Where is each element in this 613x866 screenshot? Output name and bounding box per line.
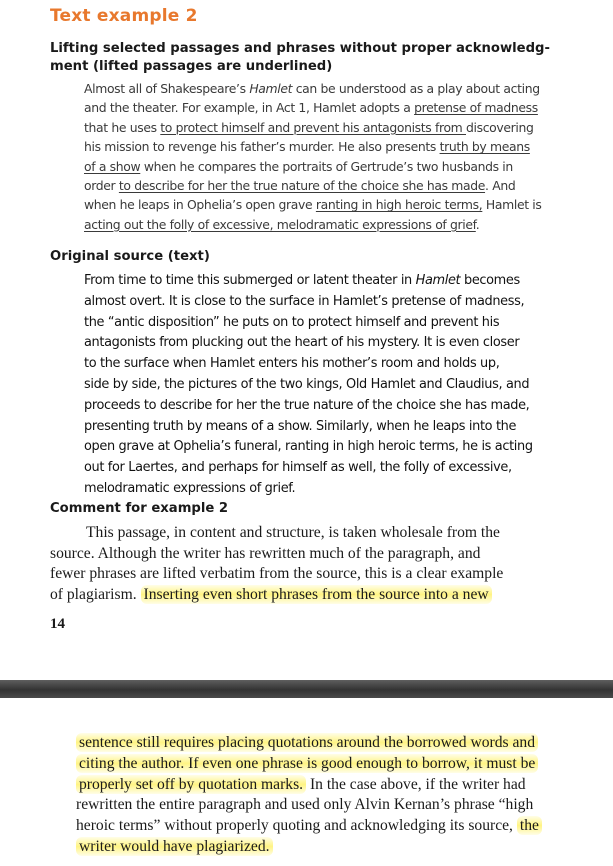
lifted-phrase: pretense of madness (414, 100, 538, 116)
text-line: This passage, in content and structure, is taken wholesale from the (86, 524, 500, 541)
text-line: melodramatic expressions of grief. (84, 480, 296, 496)
text-line: of plagiarism. (50, 585, 141, 603)
text-line: when he leaps in Ophelia’s open grave (84, 197, 316, 213)
original-source-passage (84, 271, 574, 500)
text-line: order (84, 178, 119, 194)
text-line: discovering (466, 119, 534, 135)
text-line: presenting truth by means of a show. Similarly, when he leaps into the (84, 418, 517, 434)
text-line: his mission to revenge his father’s murder. He also presents (84, 139, 440, 155)
text-line: Almost all of Shakespeare’s (84, 81, 250, 96)
lifted-phrase: to protect himself and prevent his antagonists from (160, 119, 466, 135)
text-line: can be understood as a play about acting (292, 81, 540, 96)
lifted-phrase: of a show (84, 158, 141, 174)
page-number: 14 (50, 616, 65, 632)
text-line: fewer phrases are lifted verbatim from the source, this is a clear example (50, 565, 504, 582)
highlighted-text: citing the author. If even one phrase is good enough to borrow, it must be (76, 754, 538, 773)
comment-heading: Comment for example 2 (50, 501, 229, 516)
text-line: . (475, 216, 480, 232)
highlighted-text: the (517, 816, 542, 835)
text-line: Hamlet (415, 273, 461, 288)
continuation-paragraph (76, 733, 606, 858)
lifted-phrase: ranting in high heroic terms, (315, 197, 483, 213)
text-line: Hamlet (249, 81, 293, 96)
example-title: Text example 2 (50, 6, 198, 26)
text-line: side by side, the pictures of the two kings, Old Hamlet and Claudius, and (84, 376, 530, 392)
text-line: From time to time this submerged or latent theater in (84, 273, 416, 288)
text-line: becomes (460, 273, 520, 288)
text-line: almost overt. It is close to the surface in Hamlet’s pretense of madness, (84, 293, 525, 309)
highlighted-text: sentence still requires placing quotations around the borrowed words and (76, 733, 538, 752)
lifted-heading-line: Lifting selected passages and phrases without proper acknowledg- (50, 41, 550, 56)
text-line: that he uses (84, 119, 161, 135)
highlighted-text: properly set off by quotation marks. (76, 775, 306, 794)
lifted-phrase: truth by means (439, 139, 530, 155)
text-line: to the surface when Hamlet enters his mother’s room and holds up, (84, 356, 500, 372)
lifted-passage (84, 79, 564, 234)
highlighted-text: Inserting even short phrases from the source into a new (141, 585, 492, 604)
original-source-heading: Original source (text) (50, 249, 210, 264)
text-line: and the theater. For example, in Act 1, Hamlet adopts a (84, 100, 415, 116)
lifted-heading (50, 40, 570, 76)
text-line: Hamlet is (482, 197, 542, 213)
lifted-heading-line: ment (lifted passages are underlined) (50, 59, 333, 74)
highlighted-text: writer would have plagiarized. (76, 837, 273, 856)
text-line: out for Laertes, and perhaps for himself as well, the folly of excessive, (84, 460, 512, 476)
text-line: when he compares the portraits of Gertrude’s two husbands in (140, 158, 513, 174)
text-line: antagonists from plucking out the heart of his mystery. It is even closer (84, 335, 520, 351)
text-line: heroic terms” without properly quoting and acknowledging its source, (76, 817, 517, 835)
text-line: open grave at Ophelia’s funeral, ranting in high heroic terms, he is acting (84, 439, 533, 455)
text-line: proceeds to describe for her the true nature of the choice she has made, (84, 397, 530, 413)
text-line: source. Although the writer has rewritten much of the paragraph, and (50, 544, 481, 562)
comment-paragraph (50, 523, 570, 605)
lifted-phrase: acting out the folly of excessive, melodramatic expressions of grief (84, 216, 476, 232)
lifted-phrase: to describe for her the true nature of the choice she has made (118, 178, 486, 194)
page-separator (0, 680, 613, 698)
text-line: . And (485, 178, 516, 194)
text-line: rewritten the entire paragraph and used only Alvin Kernan’s phrase “high (76, 796, 534, 814)
text-line: In the case above, if the writer had (306, 775, 526, 793)
text-line: the “antic disposition” he puts on to protect himself and prevent his (84, 314, 500, 330)
